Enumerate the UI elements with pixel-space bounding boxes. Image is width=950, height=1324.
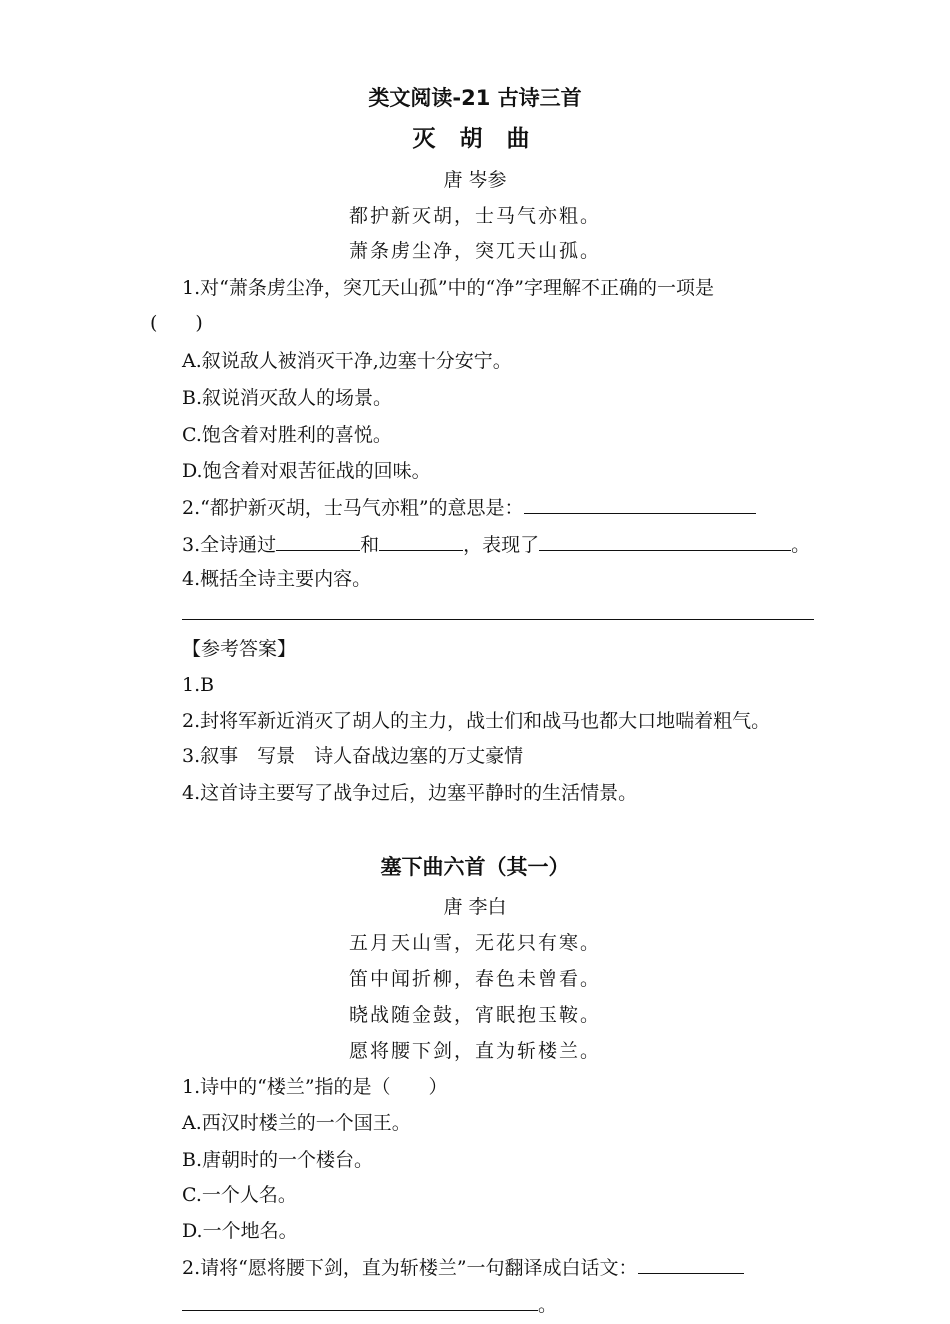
poem1-question-3-end: 。 bbox=[791, 534, 811, 556]
answers-heading: 【参考答案】 bbox=[182, 638, 297, 660]
answer-blank[interactable] bbox=[524, 495, 756, 514]
poem2-question-2 bbox=[182, 1255, 744, 1280]
answer-item-4: 4.这首诗主要写了战争过后，边塞平静时的生活情景。 bbox=[182, 782, 638, 804]
poem1-question-3-suffix: ，表现了 bbox=[463, 534, 540, 556]
poem1-author: 唐 岑参 bbox=[443, 169, 507, 191]
poem2-option-b: B.唐朝时的一个楼台。 bbox=[182, 1149, 374, 1171]
poem1-line-2: 萧条虏尘净，突兀天山孤。 bbox=[348, 240, 601, 262]
poem1-option-c: C.饱含着对胜利的喜悦。 bbox=[182, 424, 392, 446]
poem2-option-c: C.一个人名。 bbox=[182, 1184, 297, 1206]
poem2-line-4: 愿将腰下剑，直为斩楼兰。 bbox=[348, 1040, 601, 1062]
answer-blank[interactable] bbox=[539, 532, 791, 551]
poem2-title: 塞下曲六首（其一） bbox=[380, 855, 570, 879]
poem1-question-1: 1.对“萧条虏尘净，突兀天山孤”中的“净”字理解不正确的一项是 bbox=[182, 277, 714, 299]
poem1-question-4: 4.概括全诗主要内容。 bbox=[182, 568, 372, 590]
poem2-line-2: 笛中闻折柳，春色未曾看。 bbox=[348, 968, 601, 990]
answer-blank[interactable] bbox=[638, 1255, 744, 1274]
poem2-author: 唐 李白 bbox=[443, 896, 507, 918]
answer-line[interactable] bbox=[182, 619, 814, 620]
poem1-option-a: A.叙说敌人被消灭干净,边塞十分安宁。 bbox=[182, 350, 512, 372]
answer-blank[interactable] bbox=[276, 532, 360, 551]
poem2-question-2-continued bbox=[182, 1292, 557, 1317]
poem1-question-2-text: 2.“都护新灭胡，士马气亦粗”的意思是： bbox=[182, 497, 524, 519]
answer-blank[interactable] bbox=[379, 532, 463, 551]
poem2-question-2-text: 2.请将“愿将腰下剑，直为斩楼兰”一句翻译成白话文： bbox=[182, 1257, 638, 1279]
answer-item-3: 3.叙事 写景 诗人奋战边塞的万丈豪情 bbox=[182, 745, 524, 767]
poem1-question-2 bbox=[182, 495, 756, 520]
poem2-line-3: 晓战随金鼓，宵眠抱玉鞍。 bbox=[348, 1004, 601, 1026]
poem1-option-d: D.饱含着对艰苦征战的回味。 bbox=[182, 460, 431, 482]
poem2-option-a: A.西汉时楼兰的一个国王。 bbox=[182, 1112, 411, 1134]
poem1-question-3 bbox=[182, 532, 810, 557]
poem1-title: 灭 胡 曲 bbox=[412, 126, 538, 152]
answer-item-1: 1.B bbox=[182, 674, 215, 696]
answer-item-2: 2.封将军新近消灭了胡人的主力，战士们和战马也都大口地喘着粗气。 bbox=[182, 710, 771, 732]
poem1-line-1: 都护新灭胡，士马气亦粗。 bbox=[348, 205, 601, 227]
document-title: 类文阅读-21 古诗三首 bbox=[368, 86, 582, 110]
poem1-question-3-mid: 和 bbox=[360, 534, 380, 556]
poem1-option-b: B.叙说消灭敌人的场景。 bbox=[182, 387, 393, 409]
poem2-question-1: 1.诗中的“楼兰”指的是（ ） bbox=[182, 1076, 448, 1098]
poem2-option-d: D.一个地名。 bbox=[182, 1220, 298, 1242]
poem1-question-1-paren: ( ) bbox=[150, 312, 203, 334]
answer-blank[interactable] bbox=[182, 1292, 538, 1311]
poem2-line-1: 五月天山雪，无花只有寒。 bbox=[348, 932, 601, 954]
poem1-question-3-prefix: 3.全诗通过 bbox=[182, 534, 277, 556]
poem2-question-2-end: 。 bbox=[538, 1294, 558, 1316]
